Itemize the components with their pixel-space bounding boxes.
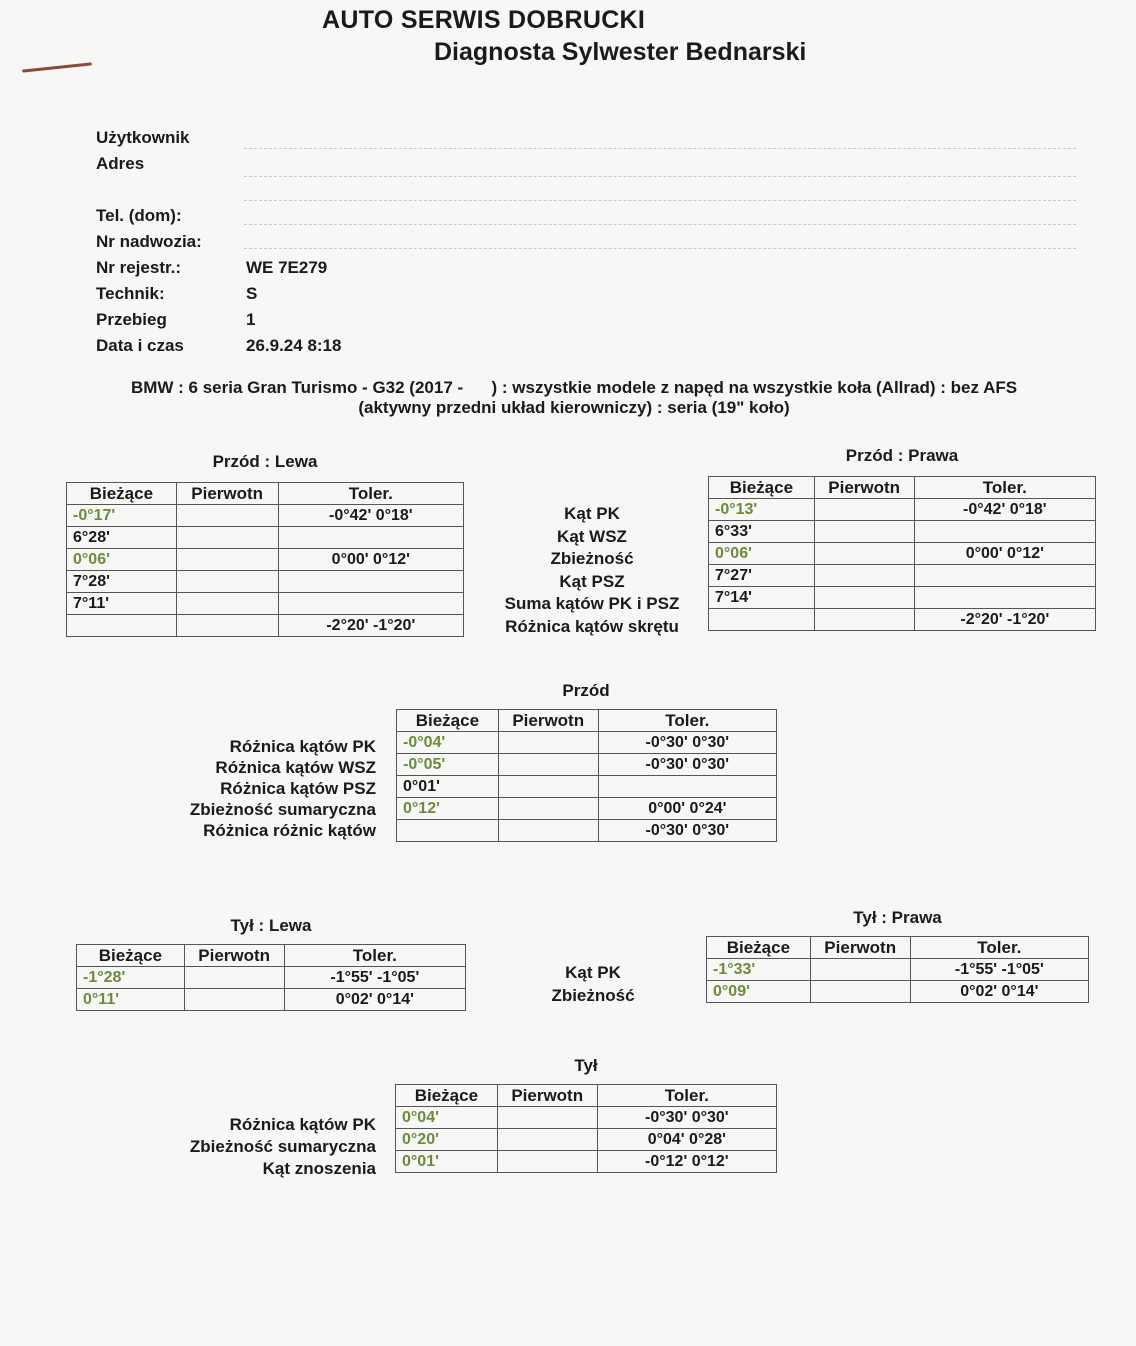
vehicle-description [44, 378, 1104, 418]
col-original: Pierwotn [184, 945, 284, 967]
address-line [244, 176, 1076, 177]
body-number-line [244, 248, 1076, 249]
front-axle-title: Przód [562, 681, 610, 700]
table-row [397, 798, 777, 820]
current-value [397, 820, 499, 842]
original-value [176, 505, 278, 527]
col-original: Pierwotn [498, 710, 598, 732]
original-value [498, 754, 598, 776]
tolerance-value: -0°42' 0°18' [278, 505, 463, 527]
col-current: Bieżące [397, 710, 499, 732]
current-value: -0°17' [67, 505, 177, 527]
table-row [67, 549, 464, 571]
table-row [709, 609, 1096, 631]
label-kpi-diff: Różnica kątów PSZ [220, 779, 376, 798]
original-value [176, 549, 278, 571]
current-value: 0°11' [77, 989, 185, 1011]
datetime-label: Data i czas [96, 336, 184, 355]
current-value [67, 615, 177, 637]
mileage-label: Przebieg [96, 310, 167, 329]
address-line-2 [244, 200, 1076, 201]
label-kpi: Kąt PSZ [559, 571, 625, 591]
pen-mark [22, 62, 92, 72]
phone-line [244, 224, 1076, 225]
label-toe: Zbieżność [550, 549, 634, 568]
table-row [707, 959, 1089, 981]
user-line [244, 148, 1076, 149]
table-row [396, 1151, 777, 1173]
tolerance-value: -1°55' -1°05' [284, 967, 465, 989]
col-current: Bieżące [707, 937, 811, 959]
original-value [176, 527, 278, 549]
original-value [184, 989, 284, 1011]
label-caster: Kąt WSZ [557, 526, 627, 546]
tolerance-value [914, 587, 1095, 609]
table-row [709, 499, 1096, 521]
original-value [498, 820, 598, 842]
label-toe-out-on-turns: Różnica kątów skrętu [505, 616, 679, 636]
original-value [176, 615, 278, 637]
tolerance-value: 0°00' 0°12' [914, 543, 1095, 565]
current-value: 0°20' [396, 1129, 498, 1151]
tolerance-value: -0°42' 0°18' [914, 499, 1095, 521]
label-rear-toe: Zbieżność [551, 985, 635, 1005]
tolerance-value: -2°20' -1°20' [278, 615, 463, 637]
original-value [814, 521, 914, 543]
table-row [709, 587, 1096, 609]
tolerance-value: -0°30' 0°30' [597, 1107, 776, 1129]
original-value [176, 571, 278, 593]
col-tolerance: Toler. [597, 1085, 776, 1107]
tolerance-value [278, 571, 463, 593]
current-value: -0°04' [397, 732, 499, 754]
current-value: 0°09' [707, 981, 811, 1003]
original-value [814, 543, 914, 565]
current-value: 0°12' [397, 798, 499, 820]
col-current: Bieżące [396, 1085, 498, 1107]
table-header-row [67, 483, 464, 505]
front-parameter-labels [476, 503, 708, 638]
current-value: -1°28' [77, 967, 185, 989]
current-value: 0°01' [397, 776, 499, 798]
original-value [814, 587, 914, 609]
table-row [397, 820, 777, 842]
label-thrust-angle: Kąt znoszenia [262, 1159, 376, 1178]
datetime-value: 26.9.24 8:18 [246, 336, 342, 355]
original-value [810, 959, 910, 981]
diagnostician-name: Diagnosta Sylwester Bednarski [434, 38, 807, 66]
current-value: 0°06' [67, 549, 177, 571]
table-row [707, 981, 1089, 1003]
body-number-label: Nr nadwozia: [96, 232, 202, 251]
current-value: -0°05' [397, 754, 499, 776]
front-right-table [708, 476, 1096, 631]
current-value: 7°11' [67, 593, 177, 615]
table-header-row [396, 1085, 777, 1107]
table-row [77, 967, 466, 989]
current-value: 7°27' [709, 565, 815, 587]
current-value: -1°33' [707, 959, 811, 981]
table-row [397, 776, 777, 798]
label-camber-diff: Różnica kątów PK [229, 737, 376, 756]
front-left-title: Przód : Lewa [212, 452, 318, 471]
label-diff-of-diffs: Różnica różnic kątów [203, 821, 376, 840]
original-value [814, 609, 914, 631]
technician-label: Technik: [96, 284, 165, 303]
current-value: 6°28' [67, 527, 177, 549]
mileage-value: 1 [246, 310, 256, 329]
current-value: 0°04' [396, 1107, 498, 1129]
tolerance-value: 0°00' 0°12' [278, 549, 463, 571]
front-left-table [66, 482, 464, 637]
current-value: -0°13' [709, 499, 815, 521]
registration-value: WE 7E279 [246, 258, 328, 277]
original-value [498, 732, 598, 754]
tolerance-value [278, 593, 463, 615]
table-row [67, 571, 464, 593]
original-value [498, 776, 598, 798]
original-value [814, 499, 914, 521]
tolerance-value: 0°04' 0°28' [597, 1129, 776, 1151]
tolerance-value: -0°30' 0°30' [598, 732, 776, 754]
current-value: 7°14' [709, 587, 815, 609]
vehicle-line-1: BMW : 6 seria Gran Turismo - G32 (2017 - ) : wszystkie modele z napęd na wszystkie koła (Allrad) : bez AFS [130, 378, 1018, 397]
label-camber: Kąt PK [564, 504, 620, 523]
tolerance-value [278, 527, 463, 549]
label-total-toe: Zbieżność sumaryczna [189, 800, 376, 819]
front-right-title: Przód : Prawa [845, 446, 959, 465]
rear-axle-title: Tył [574, 1056, 598, 1075]
col-tolerance: Toler. [914, 477, 1095, 499]
rear-left-title: Tył : Lewa [230, 916, 312, 935]
tolerance-value: -0°30' 0°30' [598, 754, 776, 776]
address-label: Adres [96, 154, 145, 173]
table-row [397, 732, 777, 754]
table-row [709, 543, 1096, 565]
phone-label: Tel. (dom): [96, 206, 182, 225]
label-rear-total-toe: Zbieżność sumaryczna [189, 1137, 376, 1156]
table-row [77, 989, 466, 1011]
original-value [498, 798, 598, 820]
original-value [176, 593, 278, 615]
table-row [67, 615, 464, 637]
rear-axle-table [395, 1084, 777, 1173]
col-tolerance: Toler. [910, 937, 1088, 959]
current-value [709, 609, 815, 631]
rear-left-table [76, 944, 466, 1011]
registration-label: Nr rejestr.: [96, 258, 182, 277]
table-row [67, 527, 464, 549]
label-caster-diff: Różnica kątów WSZ [215, 758, 376, 777]
table-header-row [397, 710, 777, 732]
rear-parameter-labels [500, 962, 686, 1007]
col-current: Bieżące [709, 477, 815, 499]
col-original: Pierwotn [810, 937, 910, 959]
technician-value: S [246, 284, 258, 303]
col-original: Pierwotn [814, 477, 914, 499]
tolerance-value: 0°02' 0°14' [910, 981, 1088, 1003]
vehicle-line-2: (aktywny przedni układ kierowniczy) : seria (19" koło) [358, 398, 790, 417]
tolerance-value: 0°00' 0°24' [598, 798, 776, 820]
col-tolerance: Toler. [598, 710, 776, 732]
original-value [814, 565, 914, 587]
front-axle-table [396, 709, 777, 842]
col-original: Pierwotn [176, 483, 278, 505]
table-row [67, 505, 464, 527]
tolerance-value: -1°55' -1°05' [910, 959, 1088, 981]
table-header-row [709, 477, 1096, 499]
tolerance-value [598, 776, 776, 798]
col-tolerance: Toler. [284, 945, 465, 967]
table-row [709, 565, 1096, 587]
tolerance-value: 0°02' 0°14' [284, 989, 465, 1011]
original-value [497, 1129, 597, 1151]
tolerance-value: -2°20' -1°20' [914, 609, 1095, 631]
front-axle-labels [120, 736, 376, 841]
tolerance-value: -0°12' 0°12' [597, 1151, 776, 1173]
table-row [396, 1107, 777, 1129]
label-included-angle: Suma kątów PK i PSZ [504, 594, 680, 613]
label-rear-camber-diff: Różnica kątów PK [229, 1115, 376, 1134]
table-header-row [77, 945, 466, 967]
label-rear-camber: Kąt PK [565, 963, 621, 982]
original-value [810, 981, 910, 1003]
table-row [709, 521, 1096, 543]
original-value [497, 1107, 597, 1129]
original-value [497, 1151, 597, 1173]
tolerance-value [914, 521, 1095, 543]
col-current: Bieżące [77, 945, 185, 967]
user-label: Użytkownik [96, 128, 190, 147]
rear-right-title: Tył : Prawa [853, 908, 942, 927]
rear-right-table [706, 936, 1089, 1003]
current-value: 0°06' [709, 543, 815, 565]
original-value [184, 967, 284, 989]
tolerance-value: -0°30' 0°30' [598, 820, 776, 842]
current-value: 6°33' [709, 521, 815, 543]
col-original: Pierwotn [497, 1085, 597, 1107]
company-name: AUTO SERWIS DOBRUCKI [322, 6, 646, 34]
table-header-row [707, 937, 1089, 959]
tolerance-value [914, 565, 1095, 587]
table-row [67, 593, 464, 615]
table-row [397, 754, 777, 776]
col-tolerance: Toler. [278, 483, 463, 505]
rear-axle-labels [120, 1114, 376, 1180]
current-value: 7°28' [67, 571, 177, 593]
table-row [396, 1129, 777, 1151]
current-value: 0°01' [396, 1151, 498, 1173]
col-current: Bieżące [67, 483, 177, 505]
